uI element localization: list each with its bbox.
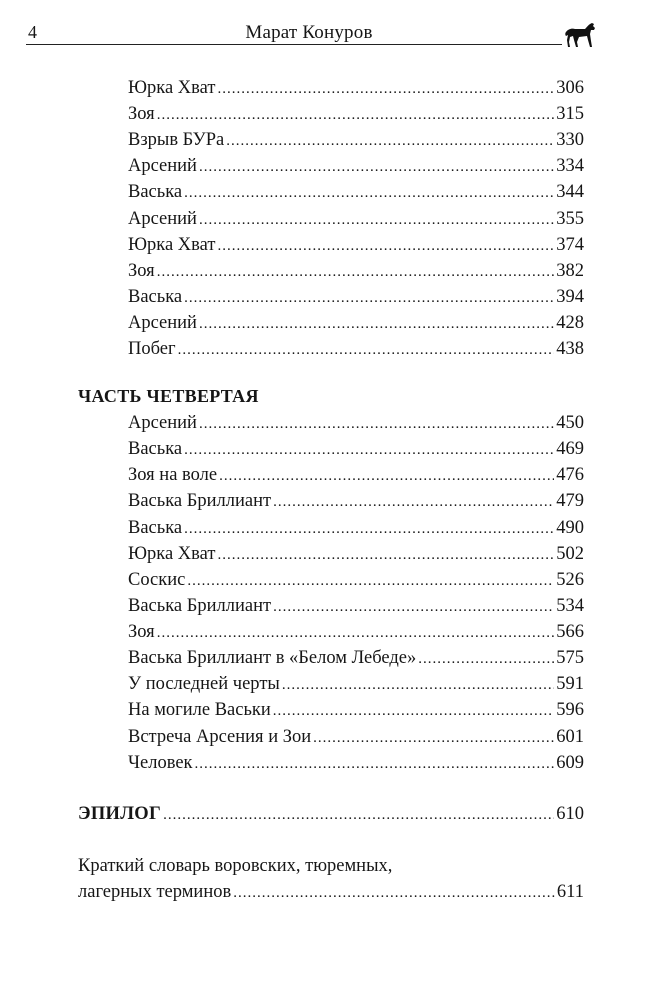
toc-entry[interactable] bbox=[128, 258, 584, 284]
toc-entry-title: Васька bbox=[128, 518, 183, 538]
page-number: 4 bbox=[28, 22, 37, 42]
toc-entry-title: Зоя на воле bbox=[128, 465, 218, 485]
toc-entry[interactable] bbox=[128, 284, 584, 310]
toc-entry-title: Побег bbox=[128, 339, 176, 359]
toc-entry-title: Васька bbox=[128, 439, 183, 459]
toc-entry[interactable] bbox=[128, 671, 584, 697]
toc-entry[interactable] bbox=[128, 488, 584, 514]
leader-dots bbox=[157, 620, 555, 646]
toc-entry-page: 490 bbox=[556, 518, 584, 538]
toc-entry[interactable] bbox=[128, 645, 584, 671]
toc-entry-page: 609 bbox=[556, 753, 584, 773]
toc-entry[interactable] bbox=[128, 619, 584, 645]
toc-entry-page: 591 bbox=[556, 674, 584, 694]
leader-dots bbox=[273, 698, 554, 724]
toc-entry-title: Зоя bbox=[128, 104, 155, 124]
toc-entry-dictionary[interactable] bbox=[78, 879, 584, 905]
leader-dots bbox=[163, 802, 554, 828]
toc-entry-page: 450 bbox=[556, 413, 584, 433]
toc-entry-page: 611 bbox=[556, 882, 584, 902]
toc-entry-page: 355 bbox=[556, 209, 584, 229]
toc-entry-title: ЭПИЛОГ bbox=[78, 804, 162, 824]
toc-entry-page: 344 bbox=[556, 182, 584, 202]
leader-dots bbox=[217, 76, 554, 102]
leader-dots bbox=[199, 311, 554, 337]
leader-dots bbox=[157, 259, 555, 285]
leader-dots bbox=[217, 233, 554, 259]
toc-entry-title: Встреча Арсения и Зои bbox=[128, 727, 312, 747]
leader-dots bbox=[273, 594, 554, 620]
toc-entry-title: Васька Бриллиант bbox=[128, 596, 272, 616]
toc-entry-page: 610 bbox=[556, 804, 584, 824]
toc-entry[interactable] bbox=[128, 515, 584, 541]
toc-entry-title: Арсений bbox=[128, 413, 197, 433]
toc-entry[interactable] bbox=[128, 310, 584, 336]
toc-entry-page: 575 bbox=[556, 648, 584, 668]
toc-entry-title: Зоя bbox=[128, 261, 155, 281]
toc-entry-page: 374 bbox=[556, 235, 584, 255]
toc-entry-title: Юрка Хват bbox=[128, 235, 216, 255]
leader-dots bbox=[282, 672, 554, 698]
toc-entry-page: 601 bbox=[556, 727, 584, 747]
leader-dots bbox=[184, 285, 554, 311]
leader-dots bbox=[418, 646, 554, 672]
toc-entry-page: 330 bbox=[556, 130, 584, 150]
dictionary-title-line1[interactable]: Краткий словарь воровских, тюремных, bbox=[78, 856, 393, 876]
toc-entry-title: Арсений bbox=[128, 156, 197, 176]
toc-entry-page: 566 bbox=[556, 622, 584, 642]
section-heading-part4[interactable]: ЧАСТЬ ЧЕТВЕРТАЯ bbox=[78, 386, 259, 406]
toc-entry-page: 428 bbox=[556, 313, 584, 333]
toc-entry-page: 502 bbox=[556, 544, 584, 564]
toc-entry-page: 534 bbox=[556, 596, 584, 616]
toc-entry-title: Юрка Хват bbox=[128, 78, 216, 98]
leader-dots bbox=[184, 437, 554, 463]
toc-entry-title: Арсений bbox=[128, 209, 197, 229]
toc-entry-page: 315 bbox=[556, 104, 584, 124]
leader-dots bbox=[217, 542, 554, 568]
toc-entry[interactable] bbox=[128, 75, 584, 101]
header-rule bbox=[26, 44, 562, 45]
leader-dots bbox=[199, 207, 554, 233]
toc-entry-title: У последней черты bbox=[128, 674, 280, 694]
toc-entry-page: 334 bbox=[556, 156, 584, 176]
toc-entry[interactable] bbox=[128, 436, 584, 462]
leader-dots bbox=[273, 489, 554, 515]
toc-entry[interactable] bbox=[128, 179, 584, 205]
toc-entry-title: Соскис bbox=[128, 570, 186, 590]
leader-dots bbox=[199, 154, 554, 180]
toc-entry-page: 438 bbox=[556, 339, 584, 359]
toc-entry[interactable] bbox=[128, 206, 584, 232]
toc-entry-title: Взрыв БУРа bbox=[128, 130, 225, 150]
toc-entry[interactable] bbox=[128, 127, 584, 153]
toc-entry-page: 596 bbox=[556, 700, 584, 720]
toc-entry-page: 469 bbox=[556, 439, 584, 459]
toc-entry[interactable] bbox=[128, 697, 584, 723]
toc-entry[interactable] bbox=[128, 410, 584, 436]
toc-entry-page: 479 bbox=[556, 491, 584, 511]
toc-entry-title: Васька Бриллиант в «Белом Лебеде» bbox=[128, 648, 417, 668]
toc-entry[interactable] bbox=[128, 724, 584, 750]
toc-entry-title: На могиле Васьки bbox=[128, 700, 271, 720]
leader-dots bbox=[157, 102, 555, 128]
horse-icon bbox=[564, 22, 598, 48]
toc-entry-page: 476 bbox=[556, 465, 584, 485]
toc-entry[interactable] bbox=[128, 232, 584, 258]
toc-entry-title: Юрка Хват bbox=[128, 544, 216, 564]
leader-dots bbox=[187, 568, 554, 594]
toc-entry[interactable] bbox=[128, 567, 584, 593]
toc-entry-title: Человек bbox=[128, 753, 193, 773]
toc-entry-title: Васька bbox=[128, 182, 183, 202]
toc-entry[interactable] bbox=[128, 101, 584, 127]
leader-dots bbox=[233, 880, 555, 906]
leader-dots bbox=[195, 751, 555, 777]
toc-entry-title: Зоя bbox=[128, 622, 155, 642]
toc-entry[interactable] bbox=[128, 593, 584, 619]
toc-entry[interactable] bbox=[128, 541, 584, 567]
leader-dots bbox=[184, 180, 554, 206]
toc-entry-page: 306 bbox=[556, 78, 584, 98]
running-header bbox=[26, 18, 592, 48]
toc-entry-title: Васька Бриллиант bbox=[128, 491, 272, 511]
toc-entry-title: Васька bbox=[128, 287, 183, 307]
author-name: Марат Конуров bbox=[245, 22, 373, 43]
leader-dots bbox=[184, 516, 554, 542]
toc-entry[interactable] bbox=[128, 153, 584, 179]
leader-dots bbox=[226, 128, 554, 154]
toc-entry[interactable] bbox=[128, 750, 584, 776]
toc-entry-page: 526 bbox=[556, 570, 584, 590]
leader-dots bbox=[178, 337, 555, 363]
toc-entry-epilog[interactable] bbox=[78, 801, 584, 827]
toc-entry[interactable] bbox=[128, 336, 584, 362]
toc-entry-title: Арсений bbox=[128, 313, 197, 333]
leader-dots bbox=[219, 463, 554, 489]
toc-entry-page: 394 bbox=[556, 287, 584, 307]
toc-entry-page: 382 bbox=[556, 261, 584, 281]
toc-entry[interactable] bbox=[128, 462, 584, 488]
leader-dots bbox=[313, 725, 554, 751]
toc-entry-title: лагерных терминов bbox=[78, 882, 232, 902]
leader-dots bbox=[199, 411, 554, 437]
